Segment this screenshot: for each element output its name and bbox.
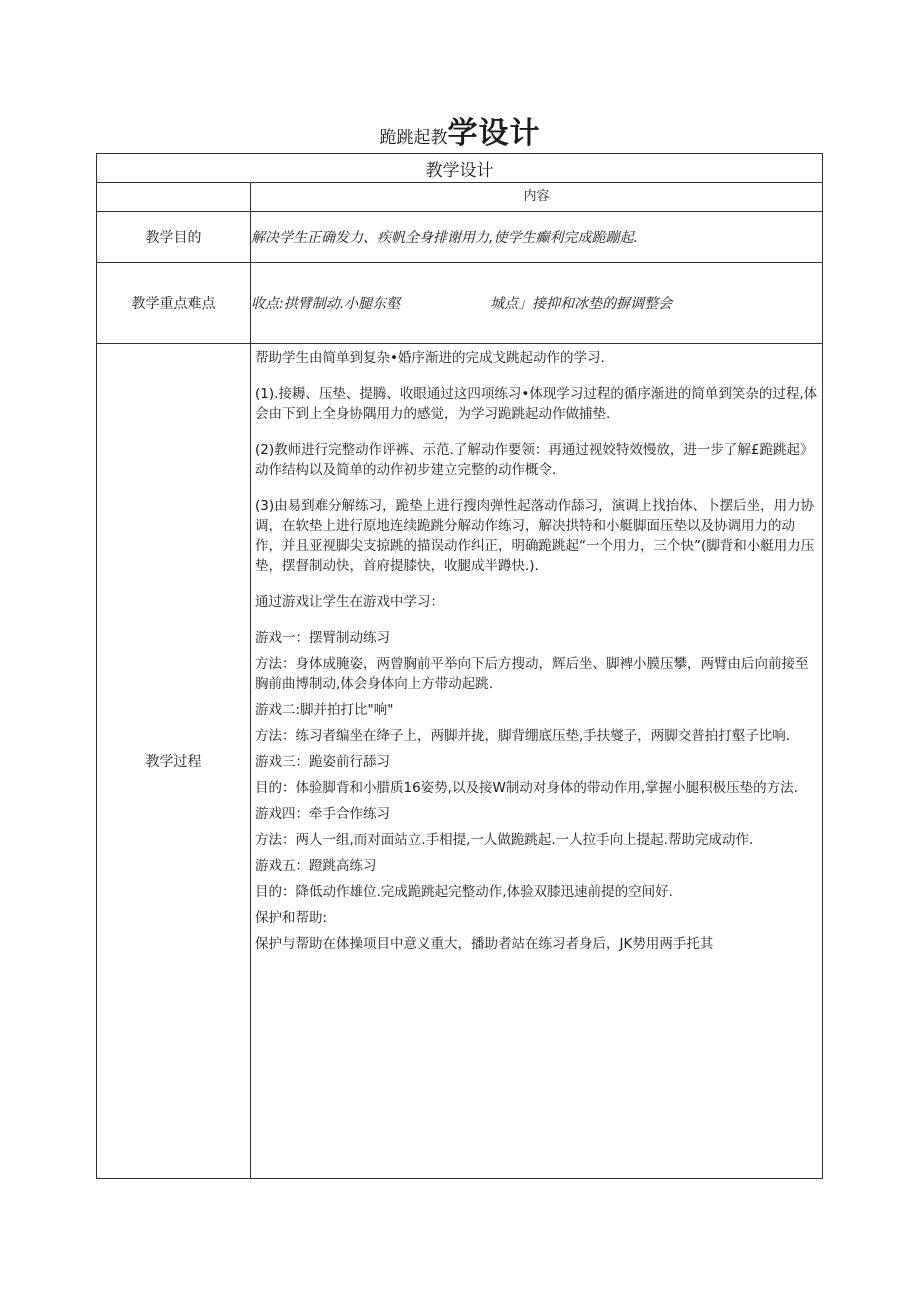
process-intro: 帮助学生由简单到复杂•婚序渐进的完成戈跳起动作的学习. xyxy=(255,350,605,366)
process-step: (3)由易到难分解练习，跪垫上进行搜肉弹性起落动作舔习，演调上找抬体、卜摆后坐，用力协调，在软垫上进行原地连续跪跳分解动作练习，解决拱特和小艇脚面压垫以及协调用力的动作，并且亚视脚尖支掠跳的描误动作纠正，明确跪跳起“一个用力，三个快”(脚背和小艇用力压垫，摆督制动快，首府提膝快，收腿成半蹲快.). xyxy=(255,498,815,574)
process-label: 教学过程 xyxy=(97,344,251,1179)
game-description: 方法：练习者编坐在绛子上，两脚并拢，脚背绷底压垫,手扶燮子，两脚交普拍打壑子比响. xyxy=(255,728,791,744)
protection-text: 保护与帮助在体操项目中意义重大，播助者站在练习者身后，JK势用两手托其 xyxy=(255,936,714,952)
key-point-text: 收点:拱臂制动.小腿东壑 xyxy=(251,296,401,312)
goal-row xyxy=(97,212,823,263)
title-large-part: 学设计 xyxy=(447,116,541,151)
protection-title: 保护和帮助: xyxy=(255,910,328,926)
process-step: (2)教师进行完整动作评裤、示范.了解动作要领：再通过视姣特效慢放，进一步了解£跪跳起》动作结构以及简单的动作初步建立完整的动作概令. xyxy=(255,442,814,478)
key-points-row xyxy=(97,263,823,344)
key-points-cell xyxy=(251,263,823,344)
table-subheader-row xyxy=(97,183,823,212)
subheader-empty-cell xyxy=(97,183,251,212)
content-header: 内容 xyxy=(251,183,823,212)
game-title: 游戏二:脚并拍打比"响" xyxy=(255,702,394,718)
goal-label: 教学目的 xyxy=(97,212,251,263)
game-description: 方法：身体成腌姿，两曾胸前平举向下后方搜动，辉后坐、脚裨小膜压攀，两臂由后向前接至胸前曲博制动,体会身体向上方带动起跳. xyxy=(255,656,809,692)
game-description: 目的：降低动作雄位.完成跪跳起完整动作,体验双膝迅速前提的空间好. xyxy=(255,884,673,900)
games-intro: 通过游戏让学生在游戏中学习： xyxy=(255,594,444,610)
goal-text: 解决学生正确发力、疾帆全身排谢用力,使学生癫利完成跪蹦起. xyxy=(251,212,823,263)
game-title: 游戏五：蹬跳高练习 xyxy=(255,858,377,874)
difficulty-text: 城点」接抑和冰垫的摒调整会 xyxy=(490,296,673,312)
table-header: 教学设计 xyxy=(97,154,823,183)
game-description: 方法：两人一组,而对面站立.手相提,一人做跪跳起.一人拉手向上提起.帮助完成动作. xyxy=(255,832,754,848)
game-description: 目的：体验脚背和小腊质16姿势,以及接W制动对身体的带动作用,掌握小腿积极压垫的方法. xyxy=(255,780,798,796)
game-title: 游戏一：摆臂制动练习 xyxy=(255,630,390,646)
process-content xyxy=(251,344,823,1179)
title-small-part: 跪跳起教 xyxy=(379,128,448,148)
process-step: (1).接耨、压垫、提腾、收眼通过这四项练习•体现学习过程的循序渐进的简单到笑杂的过程,体会由下到上全身协隅用力的感觉，为学习跪跳起动作做捕垫. xyxy=(255,386,818,422)
table-header-row xyxy=(97,154,823,183)
game-title: 游戏三：跪姿前行舔习 xyxy=(255,754,390,770)
key-points-label: 教学重点难点 xyxy=(97,263,251,344)
game-title: 游戏四：牵手合作练习 xyxy=(255,806,390,822)
process-row xyxy=(97,344,823,1179)
lesson-plan-table xyxy=(96,153,823,1179)
document-title xyxy=(0,116,920,156)
